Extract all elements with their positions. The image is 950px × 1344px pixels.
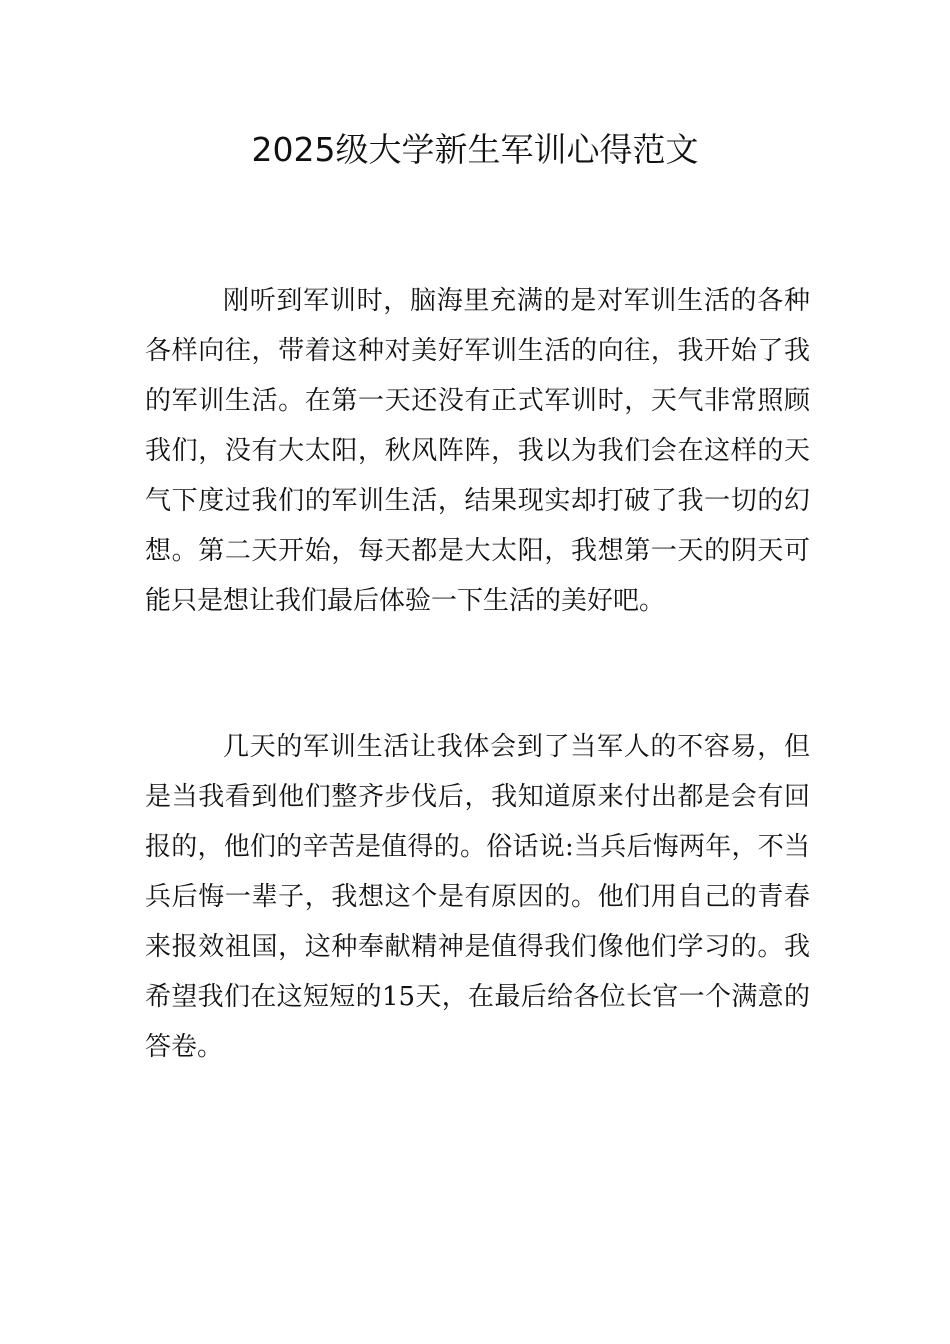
paragraph-1: 刚听到军训时，脑海里充满的是对军训生活的各种各样向往，带着这种对美好军训生活的向往，我开始了我的军训生活。在第一天还没有正式军训时，天气非常照顾我们，没有大太阳，秋风阵阵，我以为我们会在这样的天气下度过我们的军训生活，结果现实却打破了我一切的幻想。第二天开始，每天都是大太阳，我想第一天的阴天可能只是想让我们最后体验一下生活的美好吧。 bbox=[145, 286, 810, 616]
paragraph-2: 几天的军训生活让我体会到了当军人的不容易，但是当我看到他们整齐步伐后，我知道原来付出都是会有回报的，他们的辛苦是值得的。俗话说:当兵后悔两年，不当兵后悔一辈子，我想这个是有原因的。他们用自己的青春来报效祖国，这种奉献精神是值得我们像他们学习的。我希望我们在这短短的15天，在最后给各位长官一个满意的答卷。 bbox=[145, 732, 810, 1062]
document-title: 2025级大学新生军训心得范文 bbox=[251, 130, 699, 169]
